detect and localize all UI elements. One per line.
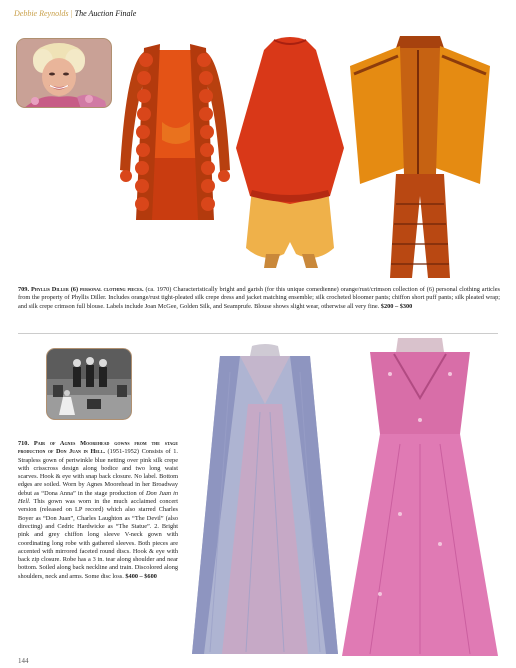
lot-body-part: (1951-1952) Consists of 1. Strapless gown of periwinkle blue netting over pink silk crepe with crisscross design along bodice and two long waist scarves. Hook & eye with snap back closure. No label. Bottom edges are soiled. Worn by Agnes Moorehead in her Broadway debut as “Dona Anna” in the stage production of: [18, 448, 178, 497]
lot-number: 709.: [18, 286, 30, 293]
pink-chiffon-gown-photo: [340, 334, 500, 660]
lot-body: (ca. 1970) Characteristically bright and garish (for this unique comedienne) orange/rust/crimson collection of (6) personal clothing articles from the property of Phyllis Diller. Includes orange/rust tight-pleated silk crepe dress and jacket matching ensemble; silk crocheted bloomer pants; chiffon short puff pants; silk pleated wrap; and silk crepe crimson full blouse. Labels include Joan McGee, Golden Silk, and Seamprufe. Blouse shows slight wear, otherwise all very fine.: [18, 286, 500, 310]
running-head: [14, 9, 136, 18]
stage-photo-illustration: [47, 349, 132, 420]
lot-title: Pair of Agnes Moorehead gowns from the stage production of Don Juan in Hell.: [18, 440, 178, 456]
header-series: Debbie Reynolds: [14, 9, 69, 18]
lot-title: Phyllis Diller (6) personal clothing pieces.: [30, 286, 144, 293]
portrait-illustration: [17, 39, 112, 108]
orange-dress-jacket-photo: [116, 30, 234, 280]
page-number: 144: [18, 657, 29, 665]
lot-709-description: [18, 286, 500, 311]
red-blouse-puff-pants-photo: [230, 28, 348, 286]
lot-body-part-title: Don Juan in Hell: [18, 489, 178, 506]
header-book-title: The Auction Finale: [74, 9, 137, 18]
orange-silk-wrap-photo: [340, 26, 500, 281]
lot-body-part: . This gown was worn in the much acclaimed concert version (released on LP record) which also starred Charles Boyer as “Don Juan”, Charles Laughton as “The Devil” (also directing) and Cedric Hardwicke as “The Statue”. 2. Bright pink and grey chiffon long sleeve V-neck gown with coordinating long robe with gathered sleeves. Both pieces are accented with mirrored faceted round discs. Hook & eye with back zip closure. Robe has a 3 in. tear along shoulder and near bottom. Soiled along back neckline and train. Discolored along shoulders, neck and arms. Some disc loss.: [18, 498, 178, 580]
lot-estimate: $200 – $300: [380, 302, 413, 310]
phyllis-diller-portrait: [16, 38, 112, 108]
header-separator: |: [70, 9, 73, 18]
periwinkle-blue-gown-photo: [190, 342, 340, 660]
lot-710-description: [18, 440, 178, 581]
lot-number: 710.: [18, 440, 30, 447]
don-juan-in-hell-stage-photo: [46, 348, 132, 420]
lot-estimate: $400 – $600: [125, 572, 157, 580]
